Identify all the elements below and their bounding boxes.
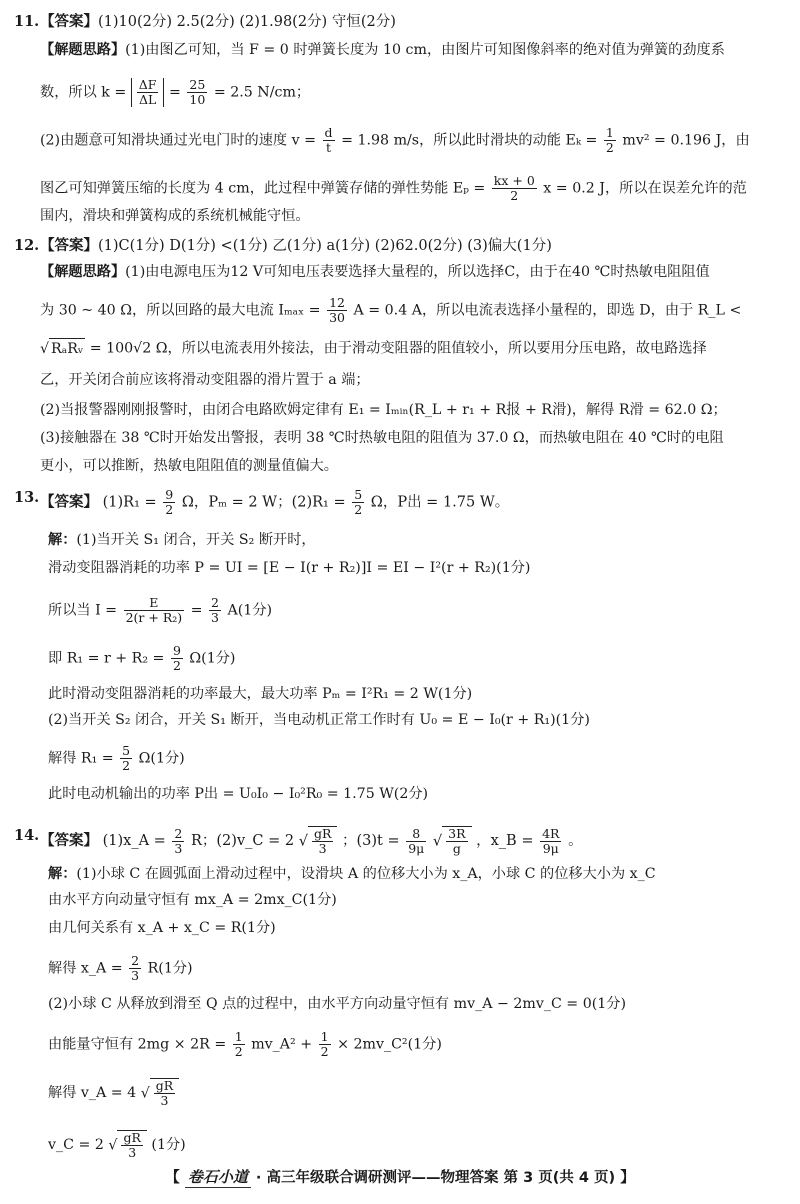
q12-number: 12. [14, 237, 40, 254]
q11-answer-text: (1)10(2分) 2.5(2分) (2)1.98(2分) 守恒(2分) [98, 14, 396, 30]
q14-answer-tag: 【答案】 [40, 832, 98, 849]
q11-abs-fraction: $\frac{\Delta F}{\Delta L}$ [131, 78, 165, 107]
answer-page: 11. 【答案】(1)10(2分) 2.5(2分) (2)1.98(2分) 守恒(2分) 【解题思路】(1)由图乙可知，当 F = 0 时弹簧长度为 10 cm，由图片可知图像斜率的绝对值为弹簧的劲度系 数，所以 k = $\frac{\Delta F}{\Delta L}$ = $\frac{25}{10}$ = 2.5 N/cm； (2)由题意可知滑块通过光电门时的速度 v = $\frac{d}{t}$ = 1.98 m/s，所以此时滑块的动能 Eₖ = $\frac{1}{2}$ mv² = 0.196 J，由 图乙可知弹簧压缩的长度为 4 cm，此过程中弹簧存储的弹性势能 Eₚ = $\frac{kx + 0}{2}$ x = 0.2 J，所以在误差允许的范 围内，滑块和弹簧构成的系统机械能守恒。 12. 【答案】(1)C(1分) D(1分) <(1分) 乙(1分) a(1分) (2)62.0(2分) (3)偏大(1分) 【解题思路】(1)由电源电压为12 V可知电压表要选择大量程的，所以选择C，由于在40 ℃时热敏电阻阻值 为 30 ~ 40 Ω，所以回路的最大电流 Iₘₐₓ = $\frac{12}{30}$ A = 0.4 A，所以电流表选择小量程的，即选 D，由于 R_L < √ RₐRᵥ = 100√2 Ω，所以电流表用外接法，由于滑动变阻器的阻值较小，所以要用分压电路，故电路选择 乙，开关闭合前应该将滑动变阻器的滑片置于 a 端； (2)当报警器刚刚报警时，由闭合电路欧姆定律有 E₁ = Iₘᵢₙ(R_L + r₁ + R报 + R滑)，解得 R滑 = 62.0 Ω； (3)接触器在 38 ℃时开始发出警报，表明 38 ℃时热敏电阻的阻值为 37.0 Ω，而热敏电阻在 40 ℃时的电阻 更小，可以推断，热敏电阻阻值的测量值偏大。 13. 【答案】 (1)R₁ = $\frac{9}{2}$ Ω，Pₘ = 2 W；(2)R₁ = $\frac{5}{2}$ Ω，P出 = 1.75 W。 解：(1)当开关 S₁ 闭合，开关 S₂ 断开时， 滑动变阻器消耗的功率 P = UI = [E − I(r + R₂)]I = EI − I²(r + R₂)(1分) 所以当 I = $\frac{E}{\text{2(r + R₂)}}$ = $\frac{2}{3}$ A(1分) 即 R₁ = r + R₂ = $\frac{9}{2}$ Ω(1分) 此时滑动变阻器消耗的功率最大，最大功率 Pₘ = I²R₁ = 2 W(1分) (2)当开关 S₂ 闭合，开关 S₁ 断开，当电动机正常工作时有 U₀ = E − I₀(r + R₁)(1分) 解得 R₁ = $\frac{5}{2}$ Ω(1分) 此时电动机输出的功率 P出 = U₀I₀ − I₀²R₀ = 1.75 W(2分) 14. 【答案】 (1)x_A = $\frac{2}{3}$ R；(2)v_C = 2 √ $\frac{gR}{3}$ ；(3)t = $\frac{8}{9\mu}$ √ $\frac{3R}{g}$ ，x_B = $\frac{4R}{9\mu}$ 。 解：(1)小球 C 在圆弧面上滑动过程中，设滑块 A 的位移大小为 x_A，小球 C 的位移大小为 x_C 由水平方向动量守恒有 mx_A = 2mx_C(1分) 由几何关系有 x_A + x_C = R(1分) 解得 x_A = $\frac{2}{3}$ R(1分) (2)小球 C 从释放到滑至 Q 点的过程中，由水平方向动量守恒有 mv_A − 2mv_C = 0(1分) 由能量守恒有 2mg × 2R = $\frac{1}{2}$ mv_A² + $\frac{1}{2}$ × 2mv_C²(1分) 解得 v_A = 4 √ $\frac{gR}{3}$ v_C = 2 √ $\frac{gR}{3}$ (1分) 【 卷石小道 · 高三年级联合调研测评——物理答案 第 3 页(共 4 页) 】 [0, 0, 800, 1204]
q14-sol-tag: 解： [48, 866, 77, 882]
q11-fraction: $\frac{25}{10}$ [189, 77, 206, 107]
q13-answer-tag: 【答案】 [40, 493, 98, 511]
q13-number: 13. [14, 489, 40, 506]
q13-sol-tag: 解： [48, 532, 77, 548]
page-footer: 【 卷石小道 · 高三年级联合调研测评——物理答案 第 3 页(共 4 页) 】 [165, 1168, 635, 1186]
q11-answer-tag: 【答案】 [40, 13, 98, 30]
footer-text: · 高三年级联合调研测评——物理答案 第 3 页(共 4 页) [255, 1170, 616, 1186]
q11-number: 11. [14, 13, 40, 30]
brand-logo: 卷石小道 [185, 1166, 251, 1188]
q12-answer-tag: 【答案】 [40, 237, 98, 254]
q12-answer-text: (1)C(1分) D(1分) <(1分) 乙(1分) a(1分) (2)62.0(2分) (3)偏大(1分) [98, 238, 552, 254]
q12-hint-tag: 【解题思路】 [40, 264, 126, 280]
sqrt-symbol: √ RₐRᵥ [40, 338, 85, 359]
q11-hint-tag: 【解题思路】 [40, 42, 126, 58]
q14-number: 14. [14, 827, 40, 844]
